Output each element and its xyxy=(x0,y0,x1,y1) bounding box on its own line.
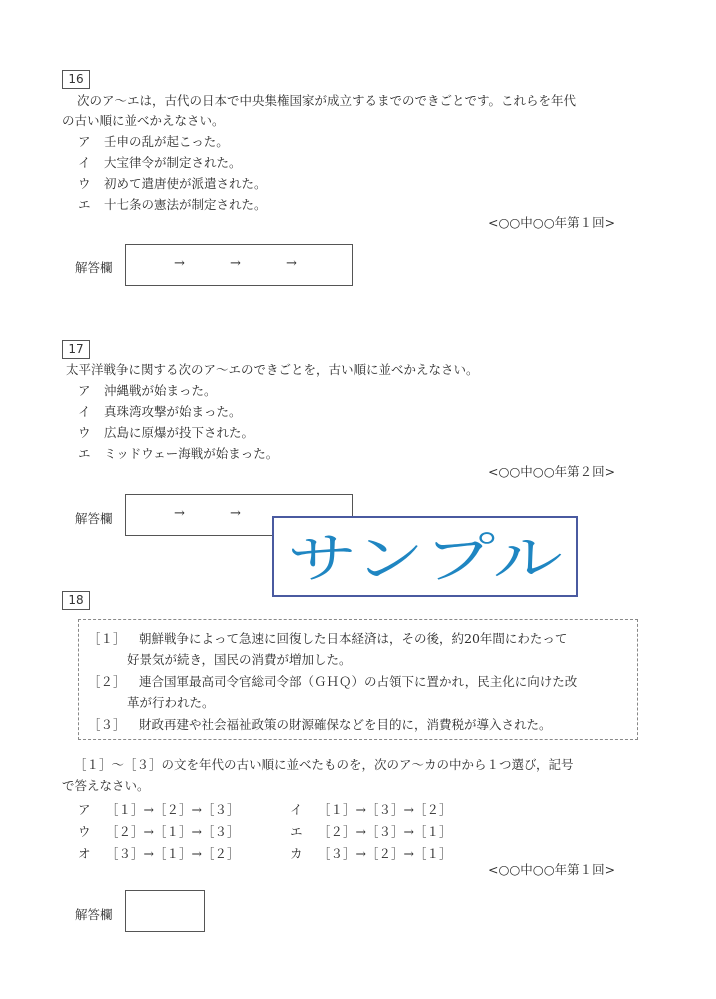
q16-option-mark: イ xyxy=(78,155,91,170)
q18-prompt-line1: ［１］～［３］の文を年代の古い順に並べたものを，次のア～カの中から１つ選び，記号 xyxy=(74,757,574,772)
statement-text: 好景気が続き，国民の消費が増加した。 xyxy=(127,652,352,667)
arrow-icon: → xyxy=(174,506,185,521)
q16-answer-label: 解答欄 xyxy=(75,260,113,275)
arrow-icon: → xyxy=(174,256,185,271)
statement-text: 革が行われた。 xyxy=(127,695,215,710)
choice-mark: カ xyxy=(290,846,303,861)
choice-mark: ウ xyxy=(78,824,91,839)
choice-text: ［２］→［１］→［３］ xyxy=(106,824,240,839)
q17-option-mark: ウ xyxy=(78,425,91,440)
statements-box xyxy=(78,619,638,740)
choice-mark: ア xyxy=(78,802,91,817)
q17-option-mark: エ xyxy=(78,446,91,461)
q18-answer-label: 解答欄 xyxy=(75,907,113,922)
q18-prompt-line2: で答えなさい。 xyxy=(62,778,150,793)
q17-option-text: 沖縄戦が始まった。 xyxy=(104,383,217,398)
q18-source: <○○中○○年第１回> xyxy=(488,862,616,877)
watermark-label: サンプル xyxy=(287,526,563,590)
question-number-17: 17 xyxy=(62,340,90,359)
q17-option-mark: イ xyxy=(78,404,91,419)
sample-watermark xyxy=(272,516,578,597)
statement-text: 財政再建や社会福祉政策の財源確保などを目的に，消費税が導入された。 xyxy=(139,717,552,732)
q17-source: <○○中○○年第２回> xyxy=(488,464,616,479)
q17-prompt-line1: 太平洋戦争に関する次のア～エのできごとを，古い順に並べかえなさい。 xyxy=(66,362,479,377)
choice-text: ［３］→［２］→［１］ xyxy=(318,846,452,861)
q16-prompt-line1: 次のア～エは，古代の日本で中央集権国家が成立するまでのできごとです。これらを年代 xyxy=(77,93,577,108)
q17-option-mark: ア xyxy=(78,383,91,398)
q16-answer-field[interactable] xyxy=(125,244,353,286)
statement-mark: ［１］ xyxy=(88,631,126,646)
q16-option-mark: エ xyxy=(78,197,91,212)
choice-text: ［１］→［２］→［３］ xyxy=(106,802,240,817)
q16-option-text: 初めて遣唐使が派遣された。 xyxy=(104,176,267,191)
arrow-icon: → xyxy=(230,506,241,521)
q17-option-text: 広島に原爆が投下された。 xyxy=(104,425,255,440)
question-number-16: 16 xyxy=(62,70,90,89)
choice-text: ［３］→［１］→［２］ xyxy=(106,846,240,861)
statement-mark: ［２］ xyxy=(88,674,126,689)
q17-option-text: 真珠湾攻撃が始まった。 xyxy=(104,404,242,419)
q17-answer-label: 解答欄 xyxy=(75,511,113,526)
choice-mark: オ xyxy=(78,846,91,861)
q16-prompt-line2: の古い順に並べかえなさい。 xyxy=(62,113,225,128)
statement-mark: ［３］ xyxy=(88,717,126,732)
choice-text: ［２］→［３］→［１］ xyxy=(318,824,452,839)
q16-option-mark: ウ xyxy=(78,176,91,191)
q18-answer-field[interactable] xyxy=(125,890,205,932)
q16-option-text: 十七条の憲法が制定された。 xyxy=(104,197,267,212)
statement-text: 連合国軍最高司令官総司令部（ＧＨＱ）の占領下に置かれ，民主化に向けた改 xyxy=(139,674,578,689)
choice-mark: エ xyxy=(290,824,303,839)
q16-option-mark: ア xyxy=(78,134,91,149)
q16-source: <○○中○○年第１回> xyxy=(488,215,616,230)
choice-text: ［１］→［３］→［２］ xyxy=(318,802,452,817)
q16-option-text: 壬申の乱が起こった。 xyxy=(104,134,229,149)
sample-watermark-text xyxy=(275,521,575,593)
arrow-icon: → xyxy=(286,256,297,271)
q16-option-text: 大宝律令が制定された。 xyxy=(104,155,242,170)
choice-mark: イ xyxy=(290,802,303,817)
q17-option-text: ミッドウェー海戦が始まった。 xyxy=(104,446,279,461)
arrow-icon: → xyxy=(230,256,241,271)
statement-text: 朝鮮戦争によって急速に回復した日本経済は，その後，約20年間にわたって xyxy=(139,631,568,646)
question-number-18: 18 xyxy=(62,591,90,610)
